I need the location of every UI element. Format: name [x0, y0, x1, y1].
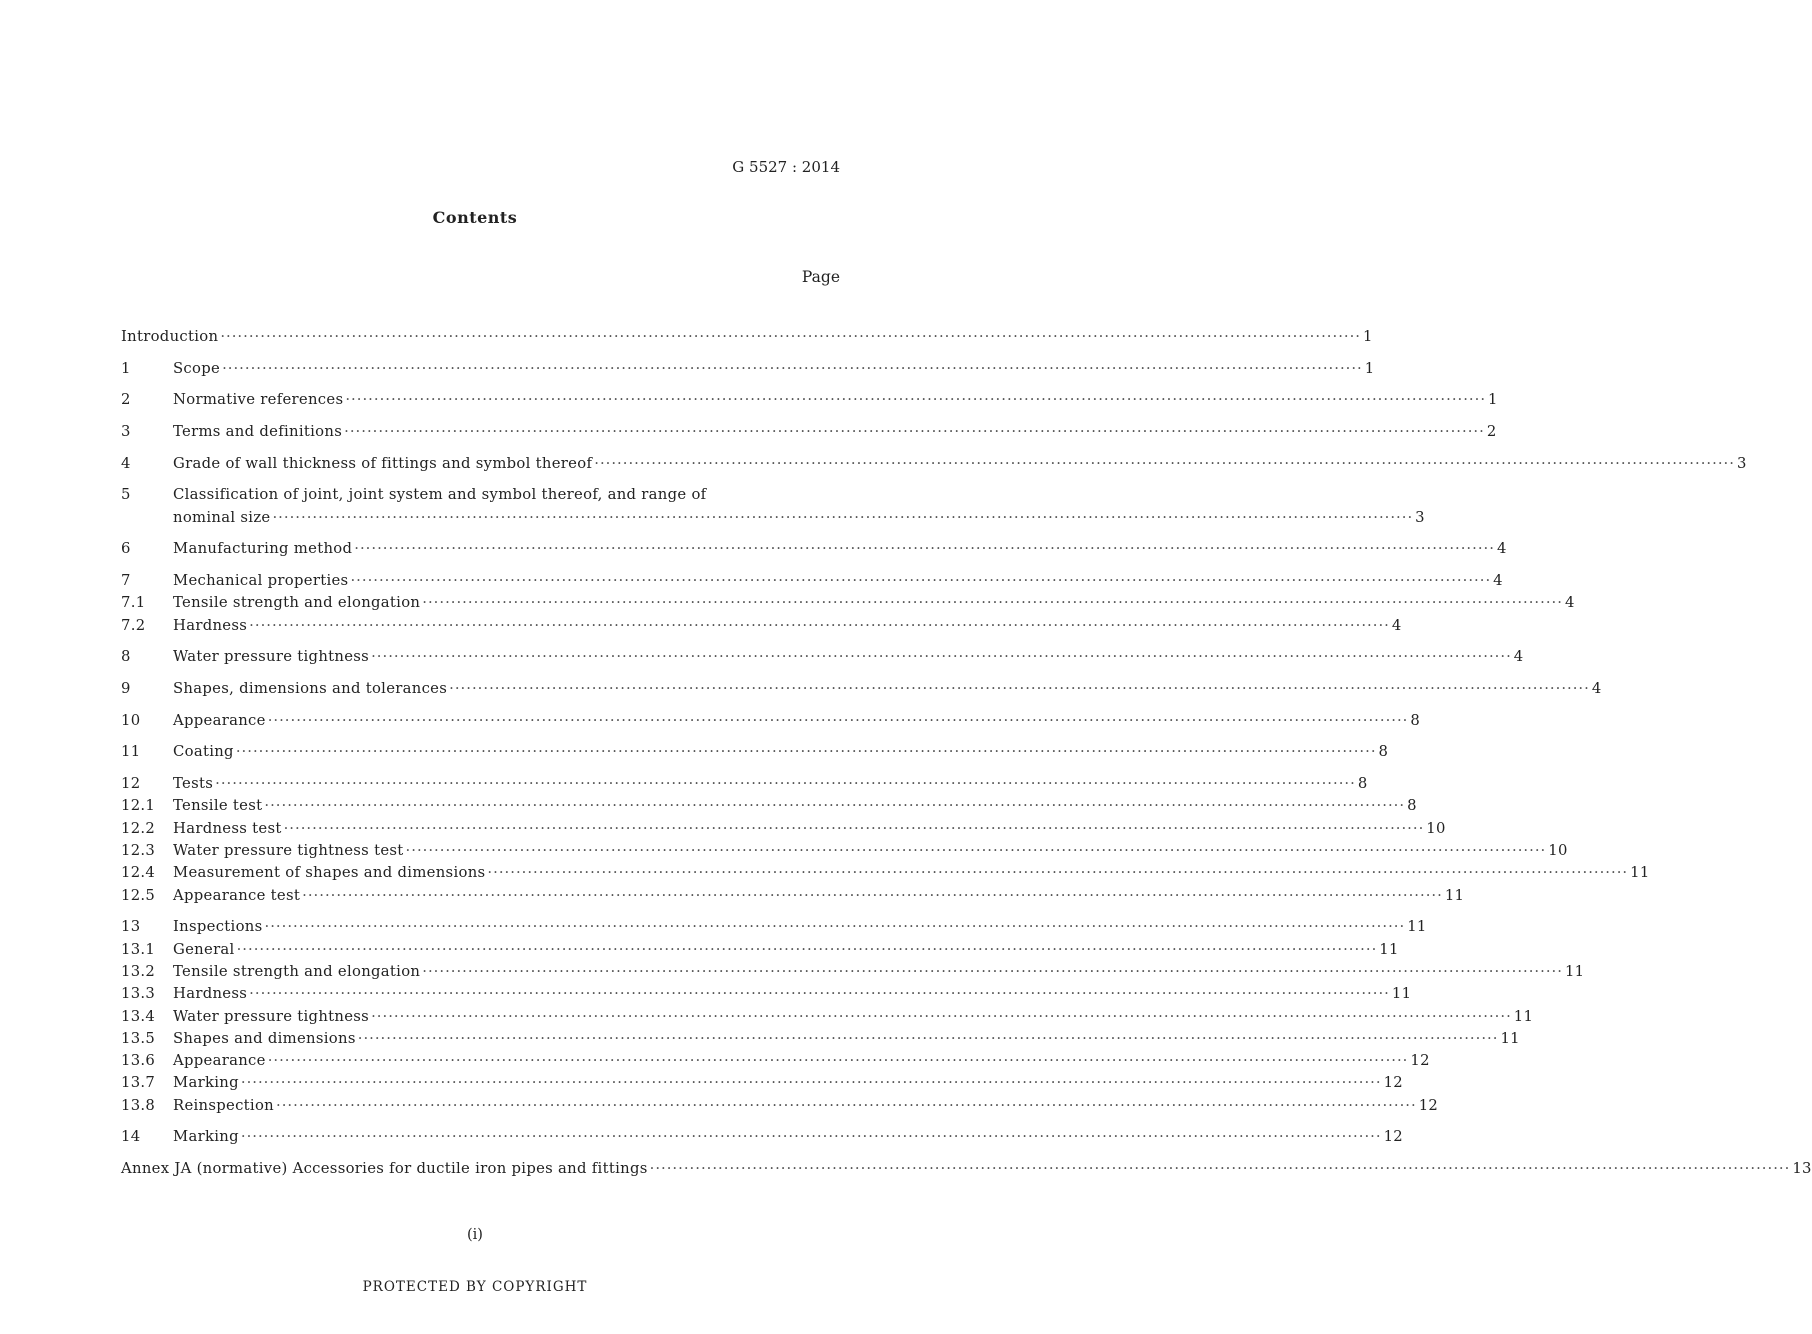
toc-entry-page: 10: [1548, 842, 1568, 860]
toc-entry-page: 12: [1418, 1096, 1439, 1114]
dot-leader: ········································································································································································································: [302, 886, 1443, 904]
dot-leader: ········································································································································································································: [422, 962, 1563, 980]
toc-entry-number: 13.2: [121, 962, 156, 980]
toc-entry: [121, 1028, 1520, 1050]
toc-entry-title: Tests: [173, 775, 214, 793]
dot-leader: ········································································································································································································: [354, 540, 1495, 558]
toc-entry-page: 11: [1500, 1029, 1520, 1047]
toc-entry: [121, 646, 1524, 668]
toc-entry: [121, 615, 1402, 637]
toc-entry-page: 12: [1383, 1128, 1403, 1146]
dot-leader: ········································································································································································································: [272, 508, 1414, 526]
page-column-header: Page: [801, 268, 840, 286]
toc-entry: [121, 983, 1412, 1005]
toc-entry-title: Hardness: [173, 616, 248, 634]
toc-entry: [121, 538, 1507, 560]
toc-entry-page: 3: [1415, 508, 1425, 526]
toc-entry: [121, 1050, 1430, 1072]
toc-entry-title: Hardness: [173, 985, 248, 1003]
table-of-contents: [121, 326, 1812, 1180]
toc-entry-title: Scope: [173, 359, 221, 377]
toc-entry-page: 11: [1391, 985, 1412, 1003]
dot-leader: ········································································································································································································: [276, 1096, 1417, 1114]
toc-entry-page: 1: [1363, 328, 1373, 345]
toc-entry-page: 11: [1513, 1007, 1534, 1025]
toc-entry-number: 9: [121, 680, 131, 698]
toc-entry-number: 13: [121, 918, 141, 936]
toc-entry-title: Mechanical properties: [173, 572, 349, 590]
toc-entry-title: Water pressure tightness: [173, 648, 370, 666]
toc-entry-title: General: [173, 940, 235, 958]
dot-leader: ········································································································································································································: [357, 1029, 1499, 1047]
toc-entry-title: Shapes, dimensions and tolerances: [173, 680, 448, 698]
toc-entry: [121, 818, 1446, 840]
toc-entry-number: 7: [121, 572, 131, 590]
toc-entry-title: Hardness test: [173, 819, 282, 837]
toc-entry-title: Inspections: [173, 918, 263, 936]
toc-entry-title: Marking: [173, 1128, 239, 1146]
toc-entry-number: 13.1: [121, 940, 156, 958]
toc-entry-page: 10: [1426, 819, 1446, 837]
toc-entry-title: Grade of wall thickness of fittings and symbol thereof: [173, 454, 593, 472]
toc-entry-page: 8: [1407, 797, 1417, 815]
toc-entry-page: 3: [1736, 454, 1747, 472]
page-title: Contents: [432, 208, 518, 227]
toc-entry-number: 12: [121, 775, 141, 793]
dot-leader: ········································································································································································································: [449, 680, 1590, 698]
toc-entry-title: Water pressure tightness test: [173, 842, 404, 860]
copyright-notice: PROTECTED BY COPYRIGHT: [362, 1279, 588, 1295]
toc-entry: [121, 453, 1747, 475]
dot-leader: ········································································································································································································: [222, 359, 1363, 377]
toc-entry-page: 1: [1488, 391, 1498, 409]
toc-entry-number: 7.2: [121, 616, 146, 634]
toc-entry: [121, 885, 1465, 907]
toc-entry-page: 11: [1564, 962, 1585, 980]
toc-entry: [121, 389, 1498, 411]
dot-leader: ········································································································································································································: [220, 328, 1362, 345]
toc-entry-number: 13.8: [121, 1096, 156, 1114]
toc-entry-title: Appearance: [173, 711, 266, 729]
dot-leader: ········································································································································································································: [240, 1128, 1382, 1146]
toc-entry-number: 12.4: [121, 864, 156, 882]
toc-entry: [121, 358, 1375, 380]
toc-entry-page: 4: [1493, 572, 1503, 590]
toc-entry-number: 4: [121, 454, 131, 472]
toc-entry: [121, 773, 1368, 795]
toc-entry-number: 13.6: [121, 1052, 156, 1070]
dot-leader: ········································································································································································································: [371, 648, 1512, 666]
toc-entry-number: 12.2: [121, 819, 156, 837]
toc-entry-number: 12.1: [121, 797, 156, 815]
standard-number: G 5527 : 2014: [732, 158, 840, 176]
toc-entry-page: 11: [1407, 918, 1427, 936]
dot-leader: ········································································································································································································: [405, 842, 1547, 860]
dot-leader: ········································································································································································································: [264, 918, 1406, 936]
toc-entry-number: 3: [121, 423, 131, 441]
toc-entry-page: 11: [1379, 940, 1399, 958]
toc-entry-number: 13.3: [121, 985, 156, 1003]
toc-entry: [121, 1126, 1403, 1148]
toc-entry-number: 8: [121, 648, 131, 666]
toc-entry-page: 12: [1410, 1052, 1430, 1070]
dot-leader: ········································································································································································································: [267, 1052, 1409, 1070]
toc-entry-page: 2: [1486, 423, 1497, 441]
toc-entry-title: Shapes and dimensions: [173, 1029, 356, 1047]
toc-entry-title: Water pressure tightness: [173, 1007, 370, 1025]
toc-entry-page: 11: [1444, 886, 1465, 904]
toc-entry: [121, 326, 1373, 348]
toc-entry-page: 4: [1513, 648, 1524, 666]
page-folio: (i): [467, 1227, 483, 1243]
toc-entry-page: 4: [1564, 594, 1575, 612]
dot-leader: ········································································································································································································: [249, 616, 1390, 634]
toc-entry-title: Appearance test: [173, 886, 301, 904]
dot-leader: ········································································································································································································: [350, 572, 1492, 590]
toc-entry: [121, 939, 1399, 961]
dot-leader: ········································································································································································································: [267, 711, 1409, 729]
toc-entry-number: 13.7: [121, 1074, 156, 1092]
toc-entry: [121, 795, 1417, 817]
toc-entry-page: 13: [1792, 1160, 1812, 1178]
dot-leader: ········································································································································································································: [235, 743, 1377, 761]
toc-entry-page: 11: [1630, 864, 1650, 882]
dot-leader: ········································································································································································································: [345, 391, 1487, 409]
toc-entry: [121, 484, 1425, 529]
toc-entry-page: 8: [1378, 743, 1389, 761]
toc-entry-title: Annex JA (normative) Accessories for ductile iron pipes and fittings: [121, 1160, 648, 1178]
toc-entry: [121, 570, 1503, 592]
toc-entry-title: Manufacturing method: [173, 540, 353, 558]
dot-leader: ········································································································································································································: [487, 864, 1629, 882]
toc-entry-title: Tensile strength and elongation: [173, 962, 421, 980]
toc-entry-number: 2: [121, 391, 131, 409]
toc-entry-title: Coating: [173, 743, 234, 761]
dot-leader: ········································································································································································································: [649, 1160, 1791, 1178]
toc-entry-number: 13.5: [121, 1029, 156, 1047]
toc-entry: [121, 710, 1421, 732]
toc-entry-title: Measurement of shapes and dimensions: [173, 864, 486, 882]
toc-entry-number: 14: [121, 1128, 141, 1146]
toc-entry: [121, 1006, 1534, 1028]
toc-entry: [121, 961, 1585, 983]
dot-leader: ········································································································································································································: [371, 1007, 1512, 1025]
toc-entry-number: 12.5: [121, 886, 156, 904]
dot-leader: ········································································································································································································: [422, 594, 1563, 612]
toc-entry-number: 6: [121, 540, 131, 558]
toc-entry: [121, 862, 1650, 884]
toc-entry-page: 12: [1383, 1074, 1403, 1092]
toc-entry: [121, 1158, 1812, 1180]
toc-entry: [121, 741, 1389, 763]
toc-entry-title: Tensile strength and elongation: [173, 594, 421, 612]
toc-entry-page: 1: [1364, 359, 1375, 377]
toc-entry-number: 13.4: [121, 1007, 156, 1025]
toc-entry-page: 4: [1496, 540, 1507, 558]
toc-entry-page: 8: [1410, 711, 1421, 729]
toc-entry: [121, 592, 1575, 614]
dot-leader: ········································································································································································································: [215, 775, 1356, 793]
dot-leader: ········································································································································································································: [594, 454, 1735, 472]
toc-entry-title-line1: Classification of joint, joint system and symbol thereof, and range of: [173, 486, 707, 504]
toc-entry-number: 11: [121, 743, 141, 761]
toc-entry-page: 4: [1391, 616, 1402, 634]
toc-entry-title: Introduction: [121, 328, 219, 345]
dot-leader: ········································································································································································································: [283, 819, 1425, 837]
toc-entry: [121, 840, 1568, 862]
toc-entry: [121, 1072, 1403, 1094]
toc-entry-number: 5: [121, 486, 131, 504]
toc-entry-title: Tensile test: [173, 797, 263, 815]
toc-entry-page: 8: [1357, 775, 1368, 793]
toc-entry: [121, 678, 1602, 700]
toc-entry-number: 12.3: [121, 842, 156, 860]
toc-entry-title: nominal size: [173, 508, 271, 526]
toc-entry-number: 1: [121, 359, 131, 377]
toc-entry-number: 7.1: [121, 594, 146, 612]
toc-entry-title: Reinspection: [173, 1096, 274, 1114]
dot-leader: ········································································································································································································: [344, 423, 1485, 441]
dot-leader: ········································································································································································································: [249, 985, 1390, 1003]
toc-entry-number: 10: [121, 711, 141, 729]
toc-entry-page: 4: [1591, 680, 1602, 698]
toc-entry-title: Appearance: [173, 1052, 266, 1070]
dot-leader: ········································································································································································································: [264, 797, 1406, 815]
dot-leader: ········································································································································································································: [240, 1074, 1382, 1092]
toc-entry-title: Marking: [173, 1074, 239, 1092]
toc-entry-title: Terms and definitions: [173, 423, 343, 441]
toc-entry: [121, 916, 1427, 938]
dot-leader: ········································································································································································································: [236, 940, 1378, 958]
toc-entry: [121, 1095, 1439, 1117]
toc-entry-title: Normative references: [173, 391, 344, 409]
toc-entry: [121, 421, 1497, 443]
